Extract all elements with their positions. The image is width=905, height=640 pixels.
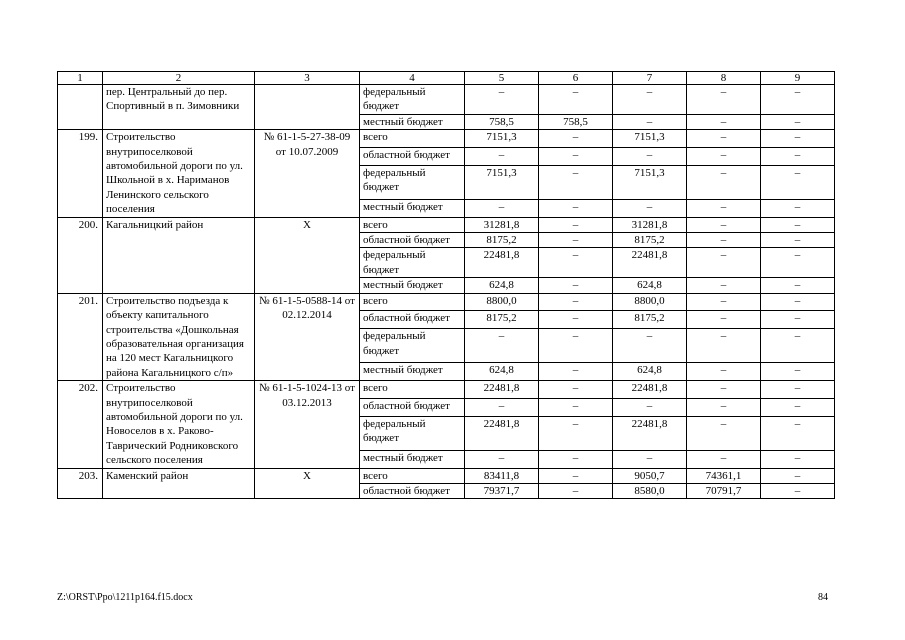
value-cell: – [687, 416, 761, 450]
value-cell: – [539, 468, 613, 483]
budget-label: местный бюджет [360, 450, 465, 468]
budget-label: областной бюджет [360, 147, 465, 165]
value-cell: – [761, 416, 835, 450]
value-cell: – [539, 130, 613, 148]
item-name: Строительство внутрипоселковой автомобильной дороги по ул. Школьной в х. Нариманов Ленинского сельского поселения [103, 130, 255, 217]
value-cell: – [613, 114, 687, 129]
document-ref: № 61-1-5-0588-14 от 02.12.2014 [255, 293, 360, 380]
item-number: 203. [58, 468, 103, 499]
value-cell: 7151,3 [613, 130, 687, 148]
document-ref [255, 85, 360, 130]
budget-label: местный бюджет [360, 114, 465, 129]
value-cell: – [539, 278, 613, 293]
value-cell: – [613, 85, 687, 115]
value-cell: – [539, 217, 613, 232]
value-cell: – [539, 416, 613, 450]
value-cell: – [761, 293, 835, 311]
value-cell: – [613, 147, 687, 165]
header-cell: 5 [465, 72, 539, 85]
value-cell: – [687, 329, 761, 363]
value-cell: – [687, 114, 761, 129]
table-row [58, 130, 835, 148]
value-cell: 7151,3 [613, 165, 687, 199]
value-cell: – [687, 248, 761, 278]
document-ref: № 61-1-5-1024-13 от 03.12.2013 [255, 381, 360, 468]
document-ref: Х [255, 468, 360, 499]
value-cell: – [761, 233, 835, 248]
value-cell: – [539, 248, 613, 278]
value-cell: – [687, 278, 761, 293]
budget-label: федеральный бюджет [360, 329, 465, 363]
item-number: 201. [58, 293, 103, 380]
value-cell: – [761, 217, 835, 232]
value-cell: 8800,0 [613, 293, 687, 311]
value-cell: – [539, 311, 613, 329]
value-cell: 8175,2 [613, 233, 687, 248]
table-row [58, 85, 835, 115]
value-cell: 31281,8 [613, 217, 687, 232]
value-cell: 8175,2 [613, 311, 687, 329]
header-cell: 3 [255, 72, 360, 85]
item-number: 200. [58, 217, 103, 293]
value-cell: – [539, 147, 613, 165]
header-cell: 2 [103, 72, 255, 85]
budget-label: федеральный бюджет [360, 248, 465, 278]
header-cell: 8 [687, 72, 761, 85]
value-cell: 624,8 [613, 278, 687, 293]
header-cell: 1 [58, 72, 103, 85]
value-cell: 624,8 [613, 363, 687, 381]
value-cell: – [761, 483, 835, 498]
value-cell: – [687, 311, 761, 329]
budget-label: федеральный бюджет [360, 85, 465, 115]
value-cell: – [539, 450, 613, 468]
value-cell: 624,8 [465, 278, 539, 293]
value-cell: 74361,1 [687, 468, 761, 483]
budget-table [57, 71, 835, 499]
file-path: Z:\ORST\Ppo\1211p164.f15.docx [57, 592, 193, 603]
item-number [58, 85, 103, 130]
value-cell: – [761, 85, 835, 115]
value-cell: – [687, 381, 761, 399]
value-cell: – [465, 398, 539, 416]
value-cell: – [613, 329, 687, 363]
value-cell: – [465, 199, 539, 217]
budget-label: всего [360, 293, 465, 311]
value-cell: – [465, 329, 539, 363]
value-cell: – [465, 147, 539, 165]
value-cell: – [687, 165, 761, 199]
value-cell: 22481,8 [613, 381, 687, 399]
value-cell: – [539, 398, 613, 416]
value-cell: – [539, 329, 613, 363]
value-cell: 758,5 [465, 114, 539, 129]
value-cell: 7151,3 [465, 165, 539, 199]
item-name: Строительство внутрипоселковой автомобильной дороги по ул. Новоселов в х. Раково-Таврический Родниковского сельского поселения [103, 381, 255, 468]
budget-label: областной бюджет [360, 311, 465, 329]
value-cell: – [761, 199, 835, 217]
header-row [58, 72, 835, 85]
value-cell: – [687, 130, 761, 148]
value-cell: – [539, 381, 613, 399]
value-cell: – [761, 114, 835, 129]
value-cell: – [687, 450, 761, 468]
value-cell: 22481,8 [465, 381, 539, 399]
value-cell: – [761, 381, 835, 399]
table-row [58, 381, 835, 399]
value-cell: 22481,8 [465, 248, 539, 278]
value-cell: – [761, 468, 835, 483]
value-cell: – [613, 199, 687, 217]
value-cell: – [761, 398, 835, 416]
value-cell: – [465, 450, 539, 468]
value-cell: 31281,8 [465, 217, 539, 232]
budget-label: всего [360, 468, 465, 483]
item-name: пер. Центральный до пер. Спортивный в п. Зимовники [103, 85, 255, 130]
page-number: 84 [818, 592, 828, 603]
value-cell: – [539, 483, 613, 498]
budget-label: федеральный бюджет [360, 165, 465, 199]
value-cell: – [539, 293, 613, 311]
value-cell: 8800,0 [465, 293, 539, 311]
value-cell: – [539, 363, 613, 381]
value-cell: 70791,7 [687, 483, 761, 498]
header-cell: 7 [613, 72, 687, 85]
value-cell: – [761, 165, 835, 199]
document-ref: № 61-1-5-27-38-09 от 10.07.2009 [255, 130, 360, 217]
value-cell: – [465, 85, 539, 115]
value-cell: 7151,3 [465, 130, 539, 148]
value-cell: – [761, 329, 835, 363]
table-row [58, 293, 835, 311]
budget-label: местный бюджет [360, 278, 465, 293]
value-cell: – [539, 165, 613, 199]
table-row [58, 217, 835, 232]
value-cell: – [613, 450, 687, 468]
value-cell: – [613, 398, 687, 416]
value-cell: – [761, 311, 835, 329]
budget-label: областной бюджет [360, 233, 465, 248]
value-cell: 8175,2 [465, 311, 539, 329]
value-cell: – [761, 450, 835, 468]
header-cell: 9 [761, 72, 835, 85]
header-cell: 4 [360, 72, 465, 85]
value-cell: – [539, 199, 613, 217]
value-cell: 8580,0 [613, 483, 687, 498]
value-cell: – [687, 85, 761, 115]
budget-label: федеральный бюджет [360, 416, 465, 450]
value-cell: – [761, 278, 835, 293]
budget-label: местный бюджет [360, 363, 465, 381]
budget-label: областной бюджет [360, 483, 465, 498]
item-number: 199. [58, 130, 103, 217]
value-cell: – [687, 293, 761, 311]
value-cell: 22481,8 [613, 416, 687, 450]
value-cell: – [761, 147, 835, 165]
item-name: Каменский район [103, 468, 255, 499]
value-cell: – [539, 85, 613, 115]
value-cell: – [761, 130, 835, 148]
value-cell: – [687, 363, 761, 381]
budget-label: всего [360, 381, 465, 399]
value-cell: – [687, 233, 761, 248]
item-number: 202. [58, 381, 103, 468]
budget-label: всего [360, 130, 465, 148]
value-cell: 22481,8 [613, 248, 687, 278]
table-row [58, 468, 835, 483]
value-cell: 758,5 [539, 114, 613, 129]
item-name: Строительство подъезда к объекту капитального строительства «Дошкольная образовательная организация на 120 мест Кагальницкого района Кагальницкого с/п» [103, 293, 255, 380]
header-cell: 6 [539, 72, 613, 85]
value-cell: – [539, 233, 613, 248]
value-cell: – [687, 217, 761, 232]
value-cell: 83411,8 [465, 468, 539, 483]
value-cell: – [687, 199, 761, 217]
document-ref: Х [255, 217, 360, 293]
value-cell: – [761, 363, 835, 381]
value-cell: – [687, 147, 761, 165]
item-name: Кагальницкий район [103, 217, 255, 293]
budget-label: всего [360, 217, 465, 232]
value-cell: – [761, 248, 835, 278]
value-cell: – [687, 398, 761, 416]
budget-label: областной бюджет [360, 398, 465, 416]
value-cell: 624,8 [465, 363, 539, 381]
budget-label: местный бюджет [360, 199, 465, 217]
value-cell: 22481,8 [465, 416, 539, 450]
value-cell: 8175,2 [465, 233, 539, 248]
value-cell: 79371,7 [465, 483, 539, 498]
value-cell: 9050,7 [613, 468, 687, 483]
